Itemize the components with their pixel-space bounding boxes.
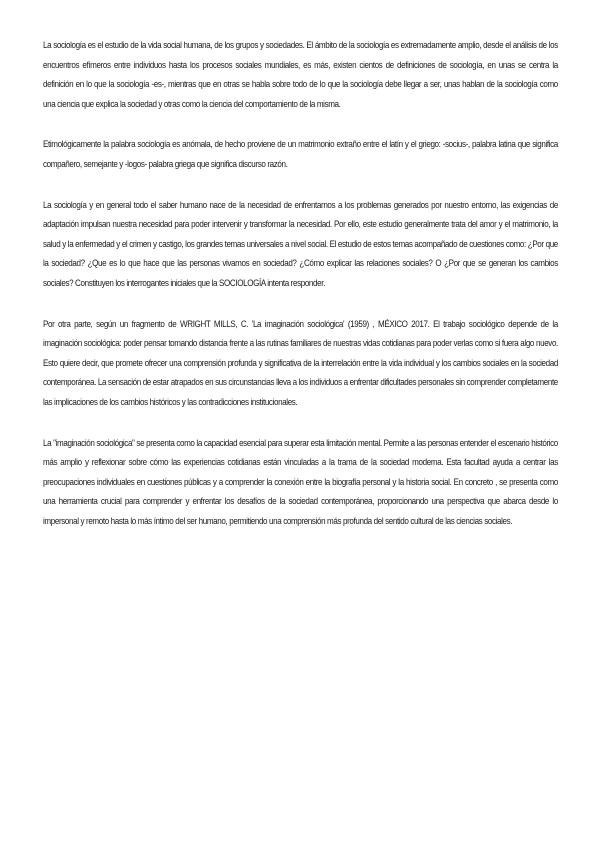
document-page: [43, 36, 558, 552]
paragraph-sociological-imagination: La "imaginación sociológica" se presenta como la capacidad esencial para superar esta limitación mental. Permite a las personas entender el escenario histórico más amplio y reflexionar sobre cómo las experiencias cotidianas están vinculadas a la trama de la sociedad moderna. Esta facultad ayuda a centrar las preocupaciones individuales en cuestiones públicas y a comprender la conexión entre la biografía personal y la historia social. En concreto , se presenta como una herramienta crucial para comprender y enfrentar los desafíos de la sociedad contemporánea, proporcionando una perspectiva que abarca desde lo impersonal y remoto hasta lo más íntimo del ser humano, permitiendo una comprensión más profunda del sentido cultural de las ciencias sociales.: [43, 437, 558, 527]
paragraph-definition: La sociología es el estudio de la vida social humana, de los grupos y sociedades. El ámbito de la sociología es extremadamente amplio, desde el análisis de los encuentros efímeros entre individuos hasta los procesos sociales mundiales, es más, existen cientos de definiciones de sociología, en unas se centra la definición en lo que la sociología -es-, mientras que en otras se habla sobre todo de lo que la sociología debe llegar a ser, unas hablan de la sociología como una ciencia que explica la sociedad y otras como la ciencia del comportamiento de la misma.: [43, 40, 558, 110]
paragraph-etymology: Etimológicamente la palabra sociología es anómala, de hecho proviene de un matrimonio extraño entre el latín y el griego: -socius-, palabra latina que significa compañero, semejante y -logos- palabra griega que significa discurso razón.: [43, 139, 558, 170]
paragraph-wright-mills: Por otra parte, según un fragmento de WRIGHT MILLS, C. 'La imaginación sociológica' (1959) , MÉXICO 2017. El trabajo sociológico depende de la imaginación sociológica: poder pensar tomando distancia frente a las rutinas familiares de nuestras vidas cotidianas para poder verlas como si fuera algo nuevo. Esto quiere decir, que promete ofrecer una comprensión profunda y significativa de la interrelación entre la vida individual y los cambios sociales en la sociedad contemporánea. La sensación de estar atrapados en sus circunstancias lleva a los individuos a enfrentar dificultades personales sin comprender completamente las implicaciones de los cambios históricos y las contradicciones institucionales.: [43, 318, 558, 408]
paragraph-origin: La sociología y en general todo el saber humano nace de la necesidad de enfrentarnos a los problemas generados por nuestro entorno, las exigencias de adaptación impulsan nuestra necesidad para poder intervenir y transformar la necesidad. Por ello, este estudio generalmente trata del amor y el matrimonio, la salud y la enfermedad y el crimen y castigo, los grandes temas universales a nivel social. El estudio de estos temas acompañado de cuestiones como: ¿Por que la sociedad? ¿Que es lo que hace que las personas vivamos en sociedad? ¿Cómo explicar las relaciones sociales? O ¿Por que se generan los cambios sociales? Constituyen los interrogantes iniciales que la SOCIOLOGÍA intenta responder.: [43, 199, 558, 289]
